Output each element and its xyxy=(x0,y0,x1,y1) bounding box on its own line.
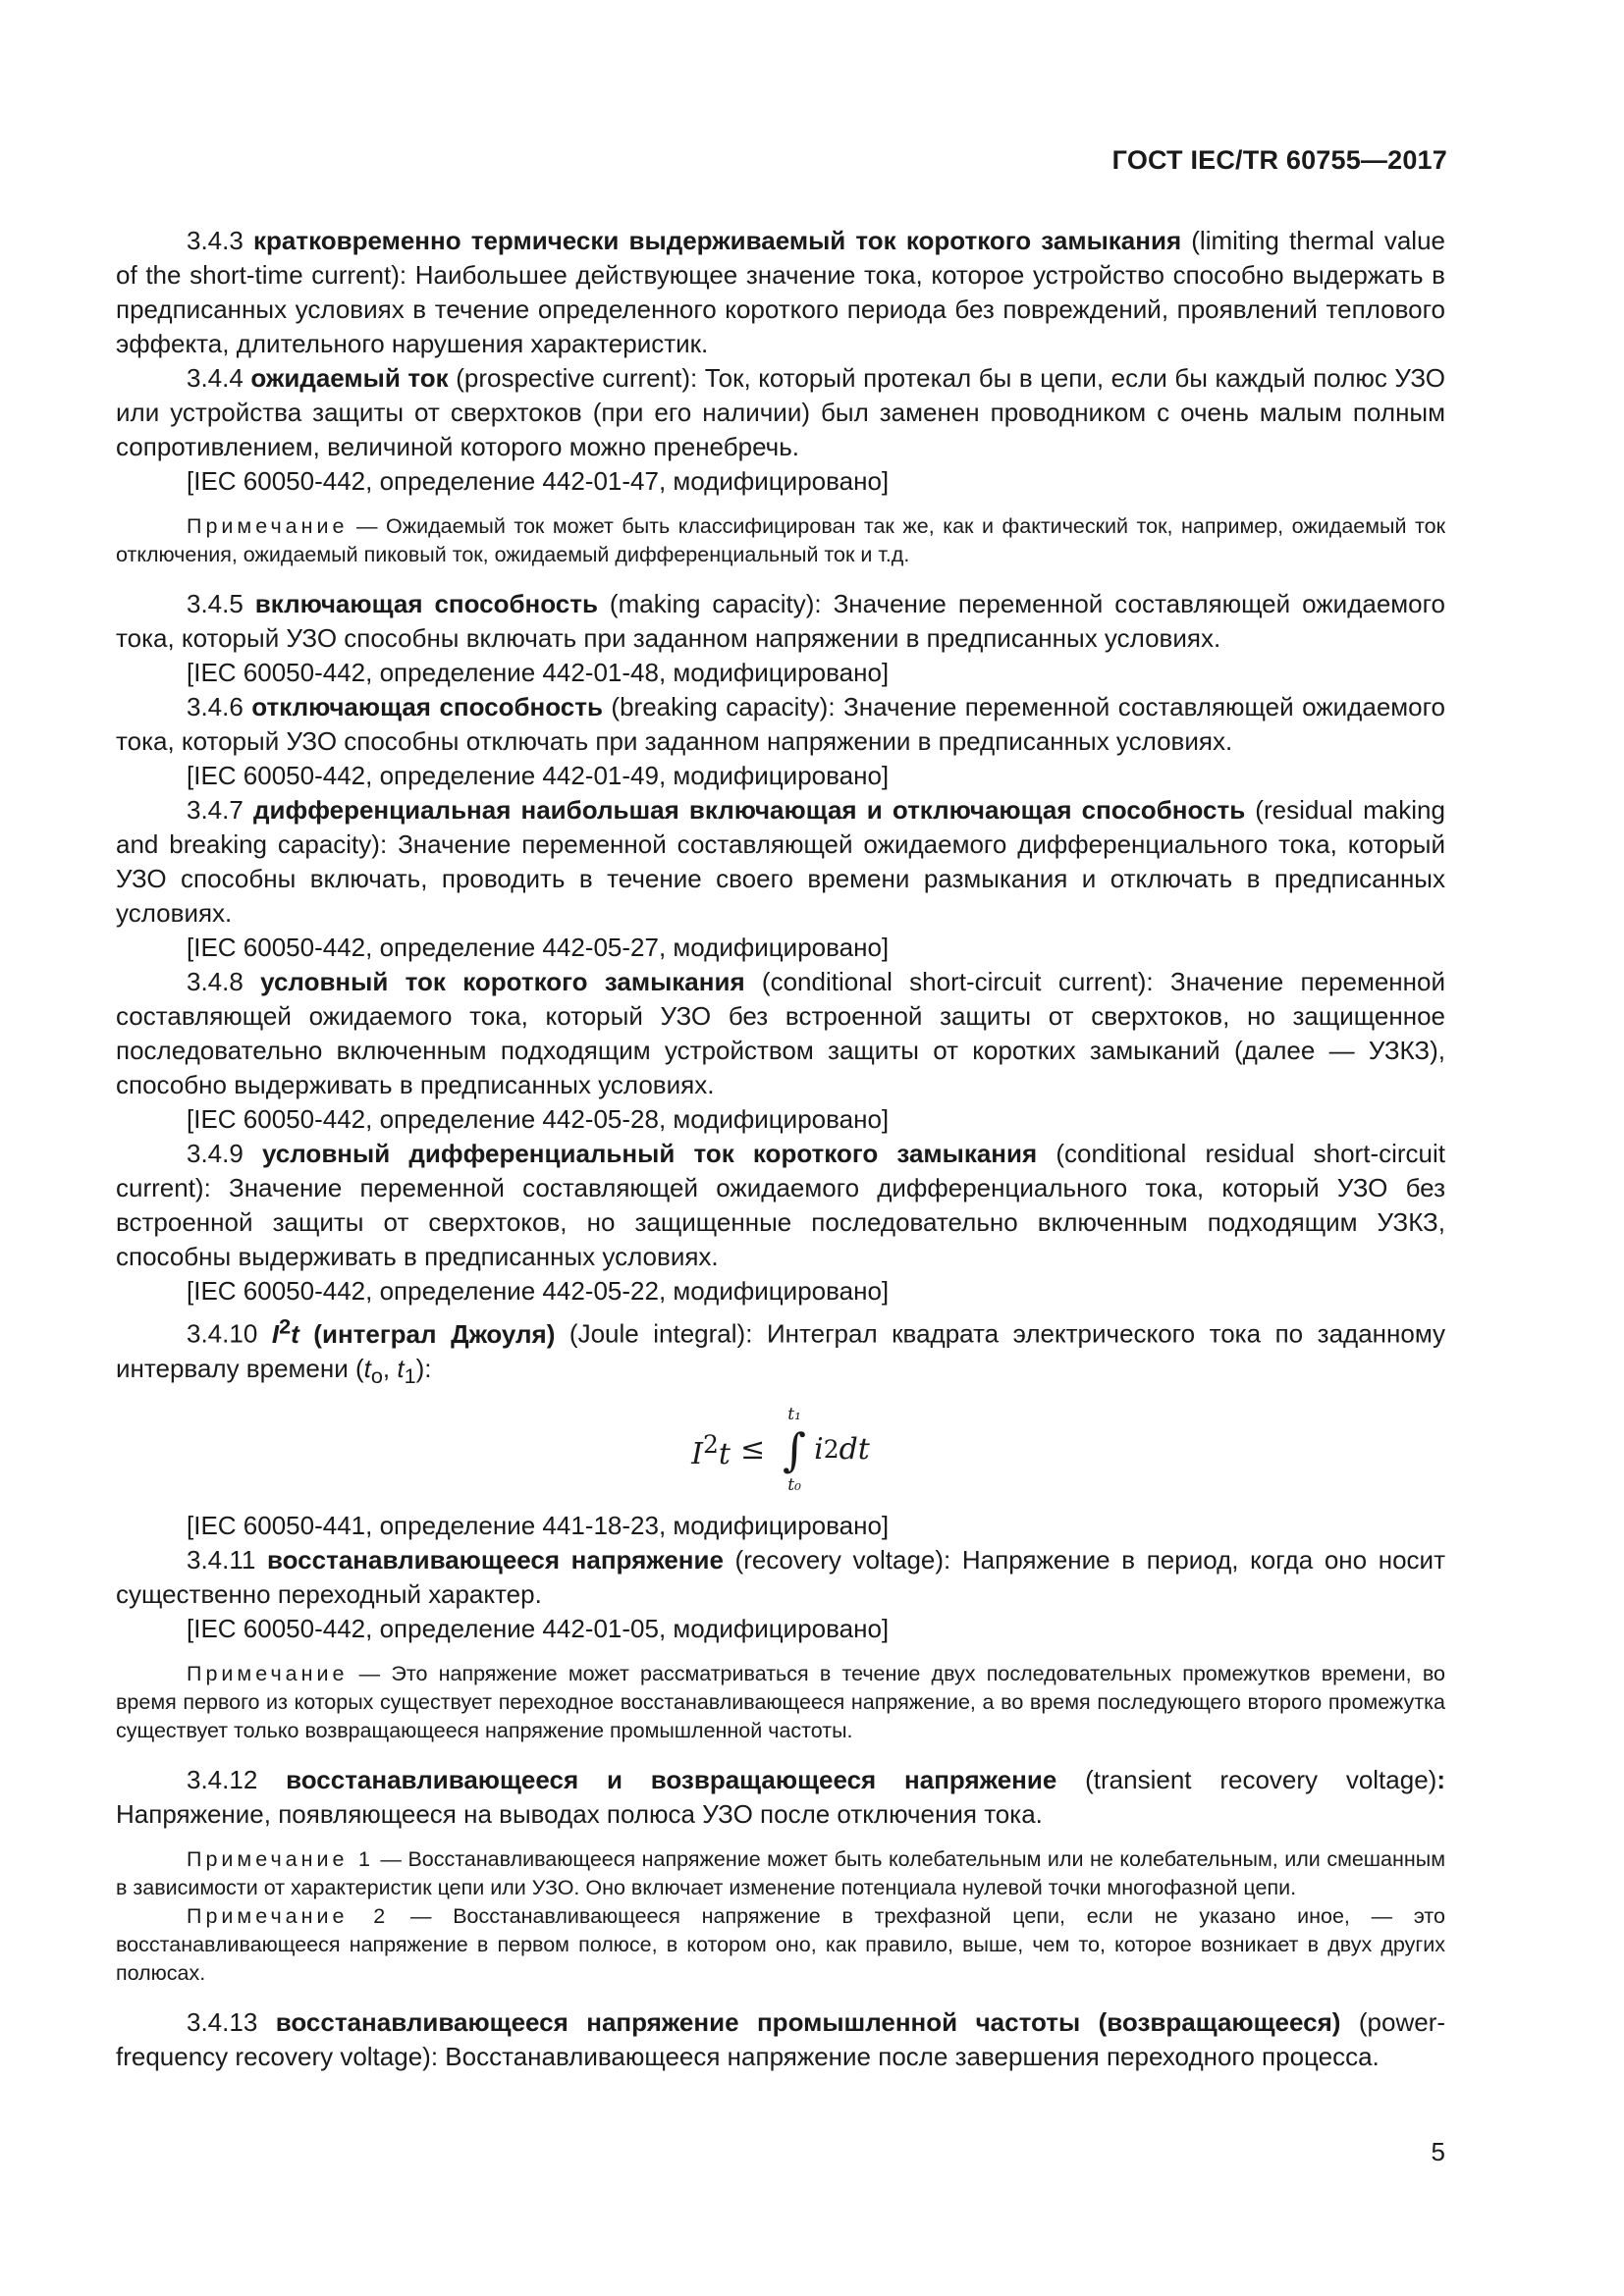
formula-lhs-base: I xyxy=(691,1437,703,1472)
note-text: — Ожидаемый ток может быть классифицирован так же, как и фактический ток, например, ожидаемый ток отключения, ожидаемый пиковый ток, ожидаемый дифференциальный ток и т.д. xyxy=(116,514,1445,566)
reference: [IEC 60050-441, определение 441-18-23, модифицировано] xyxy=(187,1510,890,1540)
var-t0: t xyxy=(363,1353,371,1383)
definition-continued: Напряжение, появляющееся на выводах полюса УЗО после отключения тока. xyxy=(116,1798,1043,1829)
term: условный дифференциальный ток короткого замыкания xyxy=(261,1139,1038,1168)
formula-lhs-sup: 2 xyxy=(703,1430,719,1460)
note-label: Примечание 1 xyxy=(187,1846,374,1871)
integral-symbol: ∫ xyxy=(783,1422,807,1476)
section-number: 3.4.4 xyxy=(187,363,251,393)
section-number: 3.4.6 xyxy=(187,692,252,721)
formula-differential: dt xyxy=(839,1432,870,1468)
note-label: Примечание 2 xyxy=(187,1903,390,1928)
section-3-4-9 xyxy=(116,1137,1445,1274)
document-header: ГОСТ IEC/TR 60755—2017 xyxy=(1111,145,1447,175)
integral-sign xyxy=(783,1405,806,1495)
definition: (transient recovery voltage) xyxy=(1056,1764,1437,1794)
definition: (prospective current): Ток, который протекал бы в цепи, если бы каждый полюс УЗО или устройства защиты от сверхтоков (при его наличии) был заменен проводником с очень малым полным сопротивлением, величиной которого можно пренебречь. xyxy=(116,363,1445,461)
definition: (making capacity): Значение переменной составляющей ожидаемого тока, который УЗО способны включать при заданном напряжении в предписанных условиях. xyxy=(116,589,1445,653)
term-superscript: 2 xyxy=(279,1313,292,1338)
section-3-4-5 xyxy=(116,587,1445,656)
reference: [IEC 60050-442, определение 442-01-49, модифицировано] xyxy=(187,761,890,790)
term: восстанавливающееся и возвращающееся напряжение xyxy=(286,1764,1057,1794)
definition: (recovery voltage): Напряжение в период, когда оно носит существенно переходный характер. xyxy=(116,1544,1445,1609)
term: условный ток короткого замыкания xyxy=(260,967,745,996)
section-number: 3.4.8 xyxy=(187,967,261,996)
section-3-4-12 xyxy=(116,1763,1445,1832)
section-3-4-8 xyxy=(116,965,1445,1102)
definition: (breaking capacity): Значение переменной составляющей ожидаемого тока, который УЗО способны отключать при заданном напряжении в предписанных условиях. xyxy=(116,692,1445,756)
note-label: Примечание xyxy=(187,1661,349,1685)
definition: (limiting thermal value of the short-time current): Наибольшее действующее значение тока, которое устройство способно выдержать в предписанных условиях в течение определенного короткого периода без повреждений, проявлений теплового эффекта, длительного нарушения характеристик. xyxy=(116,226,1445,358)
section-3-4-4 xyxy=(116,361,1445,464)
integral-lower-limit: t₀ xyxy=(787,1474,801,1495)
definition: (residual making and breaking capacity): Значение переменной составляющей ожидаемого дифференциального тока, который УЗО способны включать, проводить в течение своего времени размыкания и отключать в предписанных условиях. xyxy=(116,795,1445,928)
var-t0-subscript: o xyxy=(370,1362,383,1388)
formula-lhs-t: t xyxy=(718,1437,731,1472)
formula-integrand: i xyxy=(814,1432,824,1468)
section-3-4-7 xyxy=(116,793,1445,931)
section-3-4-13 xyxy=(116,2005,1445,2074)
reference: [IEC 60050-442, определение 442-05-22, модифицировано] xyxy=(187,1276,890,1306)
term: кратковременно термически выдерживаемый ток короткого замыкания xyxy=(252,226,1182,255)
joule-integral-formula xyxy=(116,1395,1445,1505)
section-number: 3.4.7 xyxy=(187,795,253,825)
reference: [IEC 60050-442, определение 442-01-48, модифицировано] xyxy=(187,658,890,687)
var-t1: t xyxy=(397,1353,405,1383)
section-3-4-11 xyxy=(116,1543,1445,1612)
formula-relation: ≤ xyxy=(739,1432,766,1468)
section-number: 3.4.5 xyxy=(187,589,255,618)
term: включающая способность xyxy=(254,589,598,618)
definition: (power-frequency recovery voltage): Восстанавливающееся напряжение после завершения переходного процесса. xyxy=(116,2006,1446,2071)
term: ожидаемый ток xyxy=(250,363,449,393)
definition: (conditional residual short-circuit current): Значение переменной составляющей ожидаемого дифференциального тока, который УЗО без встроенной защиты от сверхтоков, но защищенные последовательно включенным подходящим УЗКЗ, способны выдерживать в предписанных условиях. xyxy=(116,1139,1445,1271)
var-t1-subscript: 1 xyxy=(404,1362,416,1388)
definition: (Joule integral): Интеграл квадрата электрического тока по заданному интервалу времени ( xyxy=(116,1318,1446,1383)
formula-integrand-sup: 2 xyxy=(823,1435,839,1465)
note-label: Примечание xyxy=(187,514,349,538)
section-number: 3.4.3 xyxy=(187,226,253,255)
term: восстанавливающееся напряжение промышленной частоты (возвращающееся) xyxy=(275,2006,1341,2037)
note-text: — Это напряжение может рассматриваться в течение двух последовательных промежутков времени, во время первого из которых существует переходное восстанавливающееся напряжение, а во время последующего второго промежутка существует только возвращающееся напряжение промышленной частоты. xyxy=(116,1661,1445,1742)
note-2 xyxy=(116,1902,1445,1988)
term: восстанавливающееся напряжение xyxy=(266,1544,724,1575)
section-number: 3.4.9 xyxy=(187,1139,262,1168)
reference: [IEC 60050-442, определение 442-05-28, модифицировано] xyxy=(187,1104,890,1134)
reference: [IEC 60050-442, определение 442-05-27, модифицировано] xyxy=(187,933,890,962)
term: отключающая способность xyxy=(251,692,603,721)
definition-end: ): xyxy=(415,1353,432,1383)
section-number: 3.4.12 xyxy=(187,1764,287,1794)
term: дифференциальная наибольшая включающая и отключающая способность xyxy=(252,795,1246,825)
note-text: — Восстанавливающееся напряжение может быть колебательным или не колебательным, или смешанным в зависимости от характеристик цепи или УЗО. Оно включает изменение потенциала нулевой точки многофазной цепи. xyxy=(116,1846,1445,1899)
formula-lhs xyxy=(691,1427,731,1471)
document-body xyxy=(116,224,1445,2074)
integral-upper-limit: t₁ xyxy=(787,1404,801,1424)
section-number: 3.4.11 xyxy=(187,1544,267,1575)
note-text: — Восстанавливающееся напряжение в трехфазной цепи, если не указано иное, — это восстанавливающееся напряжение в первом полюсе, в котором оно, как правило, выше, чем то, которое возникает в двух других полюсах. xyxy=(116,1903,1445,1985)
reference: [IEC 60050-442, определение 442-01-05, модифицировано] xyxy=(187,1613,890,1643)
note-1 xyxy=(116,1845,1445,1902)
term-symbol: I xyxy=(271,1318,280,1349)
definition-colon: : xyxy=(1436,1764,1445,1794)
definition: (conditional short-circuit current): Значение переменной составляющей ожидаемого тока, который УЗО без встроенной защиты от сверхтоков, но защищенное последовательно включенным подходящим устройством защиты от коротких замыканий (далее — УЗКЗ), способно выдерживать в предписанных условиях. xyxy=(116,967,1445,1099)
section-3-4-10 xyxy=(116,1308,1445,1393)
note xyxy=(116,512,1445,569)
term xyxy=(271,1313,556,1349)
section-number: 3.4.10 xyxy=(187,1318,272,1349)
reference: [IEC 60050-442, определение 442-01-47, модифицировано] xyxy=(187,466,890,496)
section-3-4-3 xyxy=(116,224,1445,361)
term-symbol-t: t xyxy=(291,1318,299,1349)
separator: , xyxy=(382,1353,398,1383)
section-3-4-6 xyxy=(116,690,1445,759)
section-number: 3.4.13 xyxy=(187,2006,276,2037)
term-name: (интеграл Джоуля) xyxy=(298,1318,556,1349)
note xyxy=(116,1660,1445,1745)
page-number: 5 xyxy=(1431,2137,1445,2166)
